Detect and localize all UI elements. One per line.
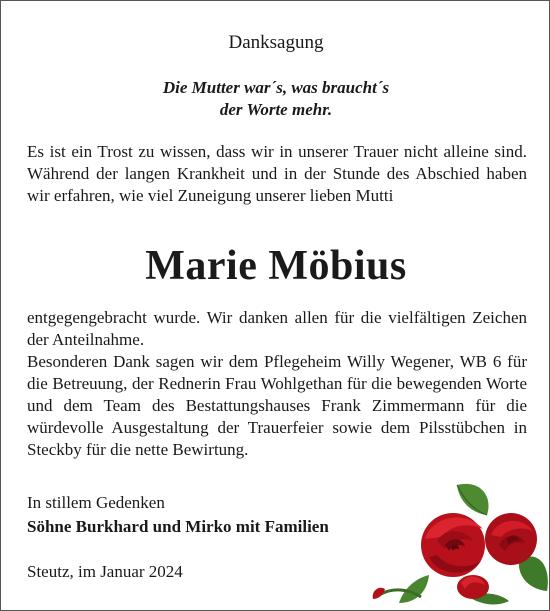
rose-right <box>485 513 537 565</box>
motto-quote <box>1 77 550 121</box>
thanks-paragraph: entgegengebracht wurde. Wir danken allen für die vielfältigen Zeichen der Anteilnahme. <box>27 308 527 349</box>
signature-block <box>27 491 407 539</box>
closing-greeting: In stillem Gedenken <box>27 493 165 512</box>
rose-bud <box>457 575 489 599</box>
intro-paragraph: Es ist ein Trost zu wissen, dass wir in unserer Trauer nicht alleine sind. Während der langen Krankheit und in der Stunde des Abschied haben wir erfahren, wie viel Zuneigung unserer lieben Mutti <box>27 142 527 205</box>
deceased-name: Marie Möbius <box>145 243 407 289</box>
notice-title: Danksagung <box>228 32 324 53</box>
motto-line-2: der Worte mehr. <box>219 100 333 119</box>
family-signature: Söhne Burkhard und Mirko mit Familien <box>27 517 329 536</box>
red-roses-image <box>369 479 550 611</box>
place-and-date: Steutz, im Januar 2024 <box>27 562 183 581</box>
rose-left <box>421 513 485 577</box>
motto-line-1: Die Mutter war´s, was braucht´s <box>162 78 390 97</box>
special-thanks-paragraph: Besonderen Dank sagen wir dem Pflegeheim Willy Wegener, WB 6 für die Betreuung, der Rednerin Frau Wohlgethan für die bewegenden Worte und dem Team des Bestattungshauses Frank Zimmermann für die würdevolle Ausgestaltung der Trauerfeier sowie dem Pilsstübchen in Steckby für die nette Bewirtung. <box>27 352 527 459</box>
